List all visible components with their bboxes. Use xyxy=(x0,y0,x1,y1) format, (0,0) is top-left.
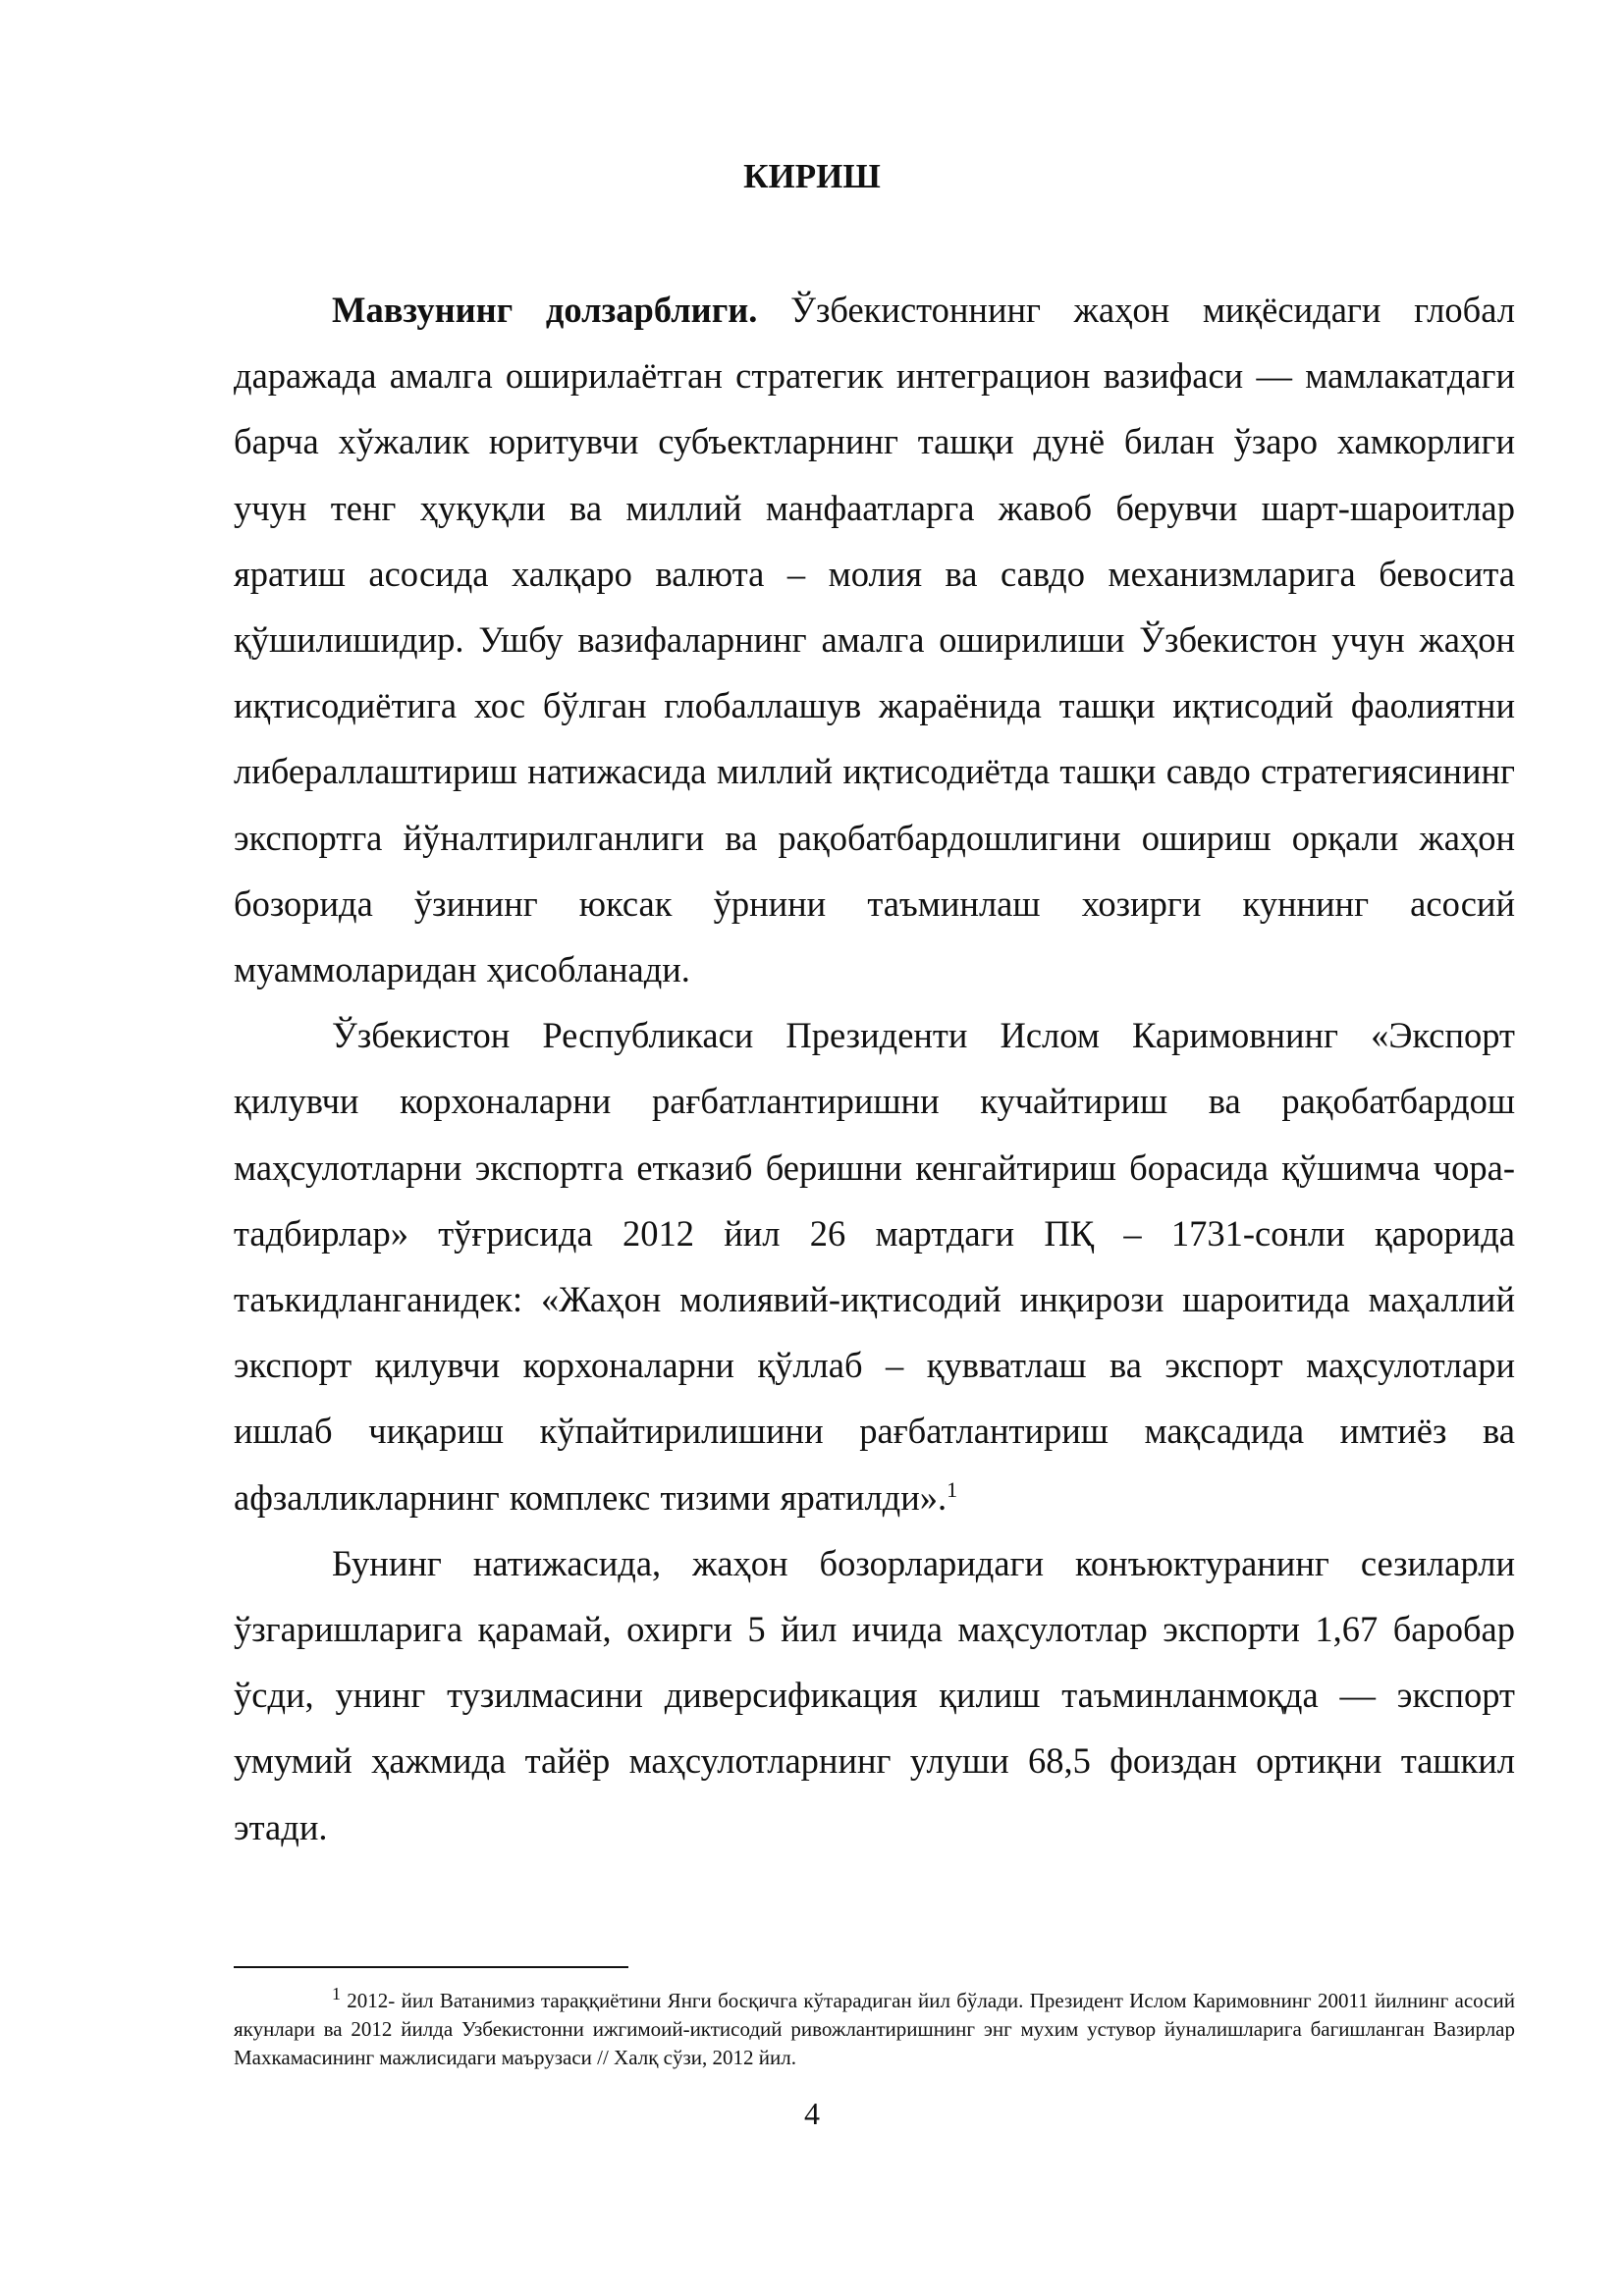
footnote-text: 2012- йил Ватанимиз тараққиётини Янги босқичга кўтарадиган йил бўлади. Президент Ислом Каримовнинг 20011 йилнинг асосий якунлари ва 2012 йилда Узбекистонни ижгимоий-иктисодий ривожлантиришнинг энг мухим устувор йуналишларига багишланган Вазирлар Махкамасининг мажлисидаги маърузаси // Халқ сўзи, 2012 йил. xyxy=(234,1989,1515,2069)
paragraph-text: Ўзбекистоннинг жаҳон миқёсидаги глобал даражада амалга оширилаётган стратегик интеграцион вазифаси — мамлакатдаги барча хўжалик юритувчи субъектларнинг ташқи дунё билан ўзаро хамкорлиги учун тенг ҳуқуқли ва миллий манфаатларга жавоб берувчи шарт-шароитлар яратиш асосида халқаро валюта – молия ва савдо механизмларига бевосита қўшилишидир. Ушбу вазифаларнинг амалга оширилиши Ўзбекистон учун жаҳон иқтисодиётига хос бўлган глобаллашув жараёнида ташқи иқтисодий фаолиятни либераллаштириш натижасида миллий иқтисодиётда ташқи савдо стратегиясининг экспортга йўналтирилганлиги ва рақобатбардошлигини ошириш орқали жаҳон бозорида ўзининг юксак ўрнини таъминлаш хозирги куннинг асосий муаммоларидан ҳисобланади. xyxy=(234,290,1515,990)
footnote-number: 1 xyxy=(332,1984,341,2003)
paragraph-lead: Мавзунинг долзарблиги. xyxy=(332,290,758,330)
page-number: 4 xyxy=(804,2096,820,2131)
page-title: КИРИШ xyxy=(743,157,881,195)
footnote-divider xyxy=(234,1966,628,1968)
paragraph-text: Ўзбекистон Республикаси Президенти Ислом Каримовнинг «Экспорт қилувчи корхоналарни рағбатлантиришни кучайтириш ва рақобатбардош маҳсулотларни экспортга етказиб беришни кенгайтириш борасида қўшимча чора-тадбирлар» тўғрисида 2012 йил 26 мартдаги ПҚ – 1731-сонли қарорида таъкидланганидек: «Жаҳон молиявий-иқтисодий инқирози шароитида маҳаллий экспорт қилувчи корхоналарни қўллаб – қувватлаш ва экспорт маҳсулотлари ишлаб чиқариш кўпайтирилишини рағбатлантириш мақсадида имтиёз ва афзалликларнинг комплекс тизими яратилди». xyxy=(234,1015,1515,1518)
footnote-reference[interactable]: 1 xyxy=(947,1476,958,1502)
paragraph-president-decree xyxy=(234,1002,1515,1530)
paragraph-export-results xyxy=(234,1530,1515,1860)
footnote xyxy=(234,1984,1515,2072)
paragraph-relevance xyxy=(234,277,1515,1002)
body-text xyxy=(234,277,1515,1860)
paragraph-text: Бунинг натижасида, жаҳон бозорларидаги конъюктуранинг сезиларли ўзгаришларига қарамай, охирги 5 йил ичида маҳсулотлар экспорти 1,67 баробар ўсди, унинг тузилмасини диверсификация қилиш таъминланмоқда — экспорт умумий ҳажмида тайёр маҳсулотларнинг улуши 68,5 фоиздан ортиқни ташкил этади. xyxy=(234,1542,1515,1847)
